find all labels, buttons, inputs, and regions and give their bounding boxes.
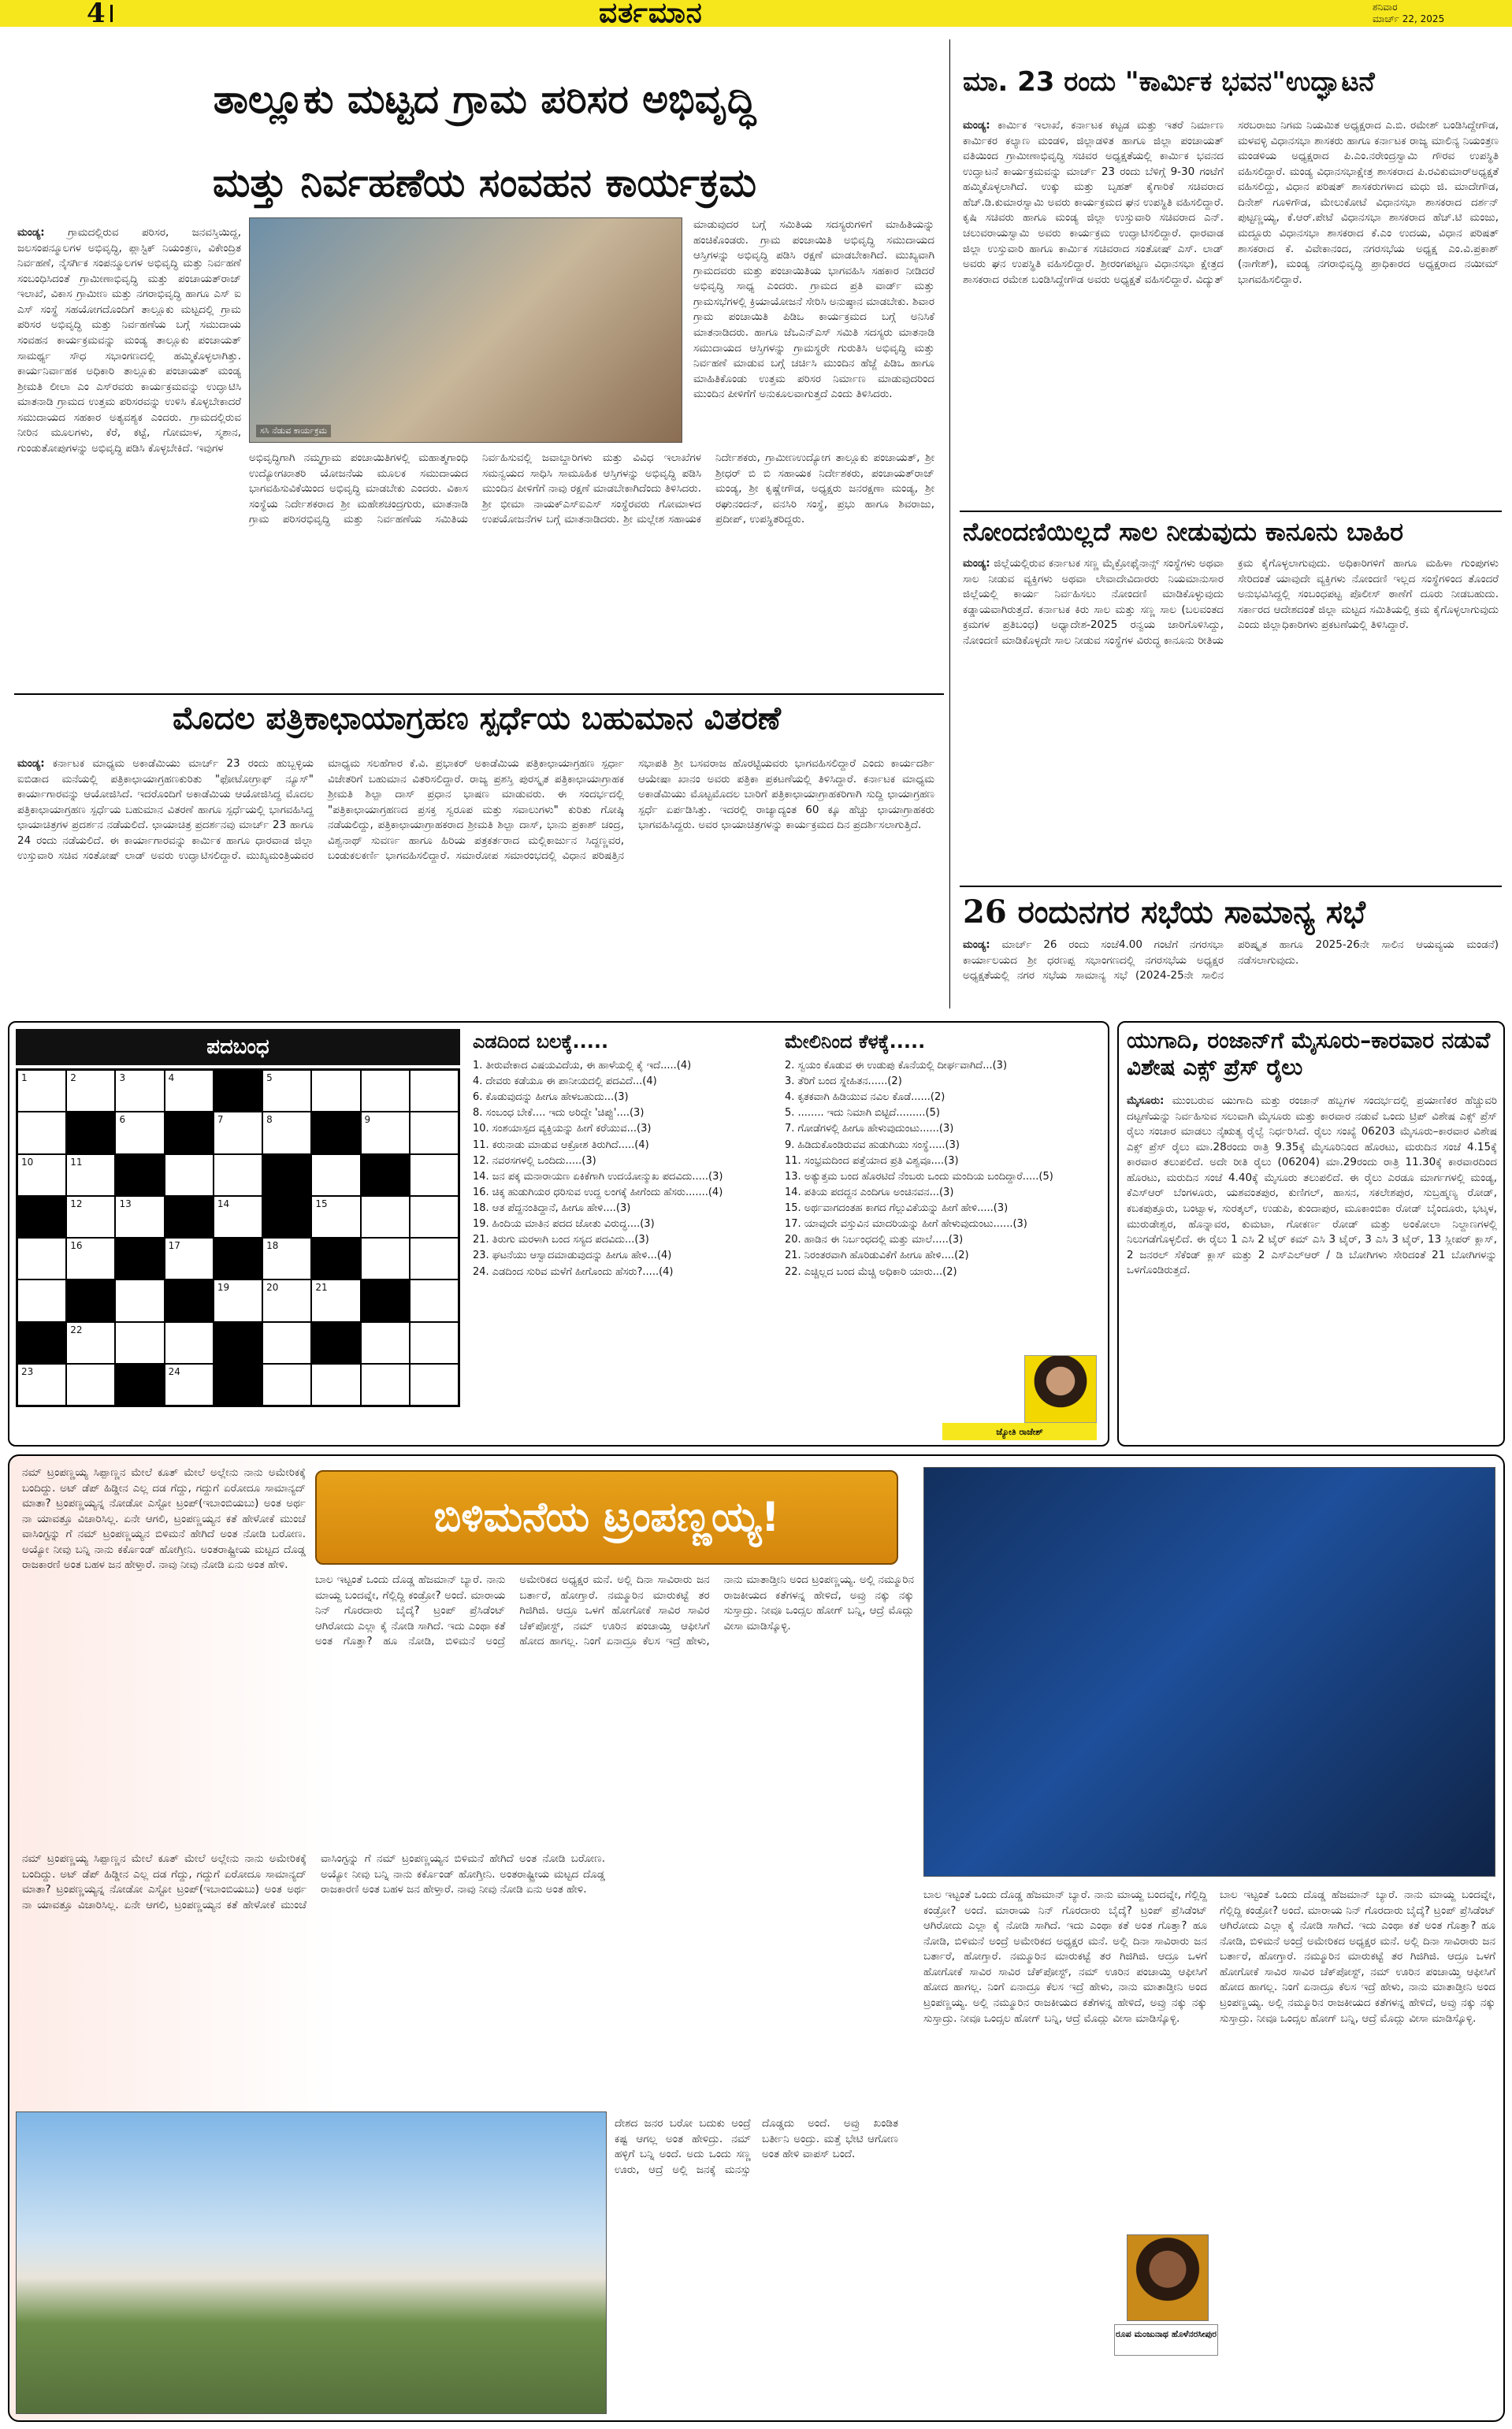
contest-headline: ಮೊದಲ ಪತ್ರಿಕಾಛಾಯಾಗ್ರಹಣ ಸ್ಪರ್ಧೆಯ ಬಹುಮಾನ ವಿತರಣೆ xyxy=(172,700,782,737)
crossword-cell xyxy=(66,1112,115,1153)
crossword-cell xyxy=(66,1322,115,1364)
crossword-clue: 8. ಸಂಬಂಧ ಬೇಕೆ.... ಇದು ಅರಿದ್ದೇ 'ಚಿಪ್ಪು'....(3) xyxy=(473,1107,645,1120)
crossword-clue: 22. ಎಚ್ಚಿಲ್ಲದ ಬಂದ ಮೆಚ್ಚಿ ಅಧಿಕಾರಿ ಯಾರು...(2) xyxy=(785,1265,957,1278)
karmika-dateline: ಮಂಡ್ಯ: xyxy=(963,119,990,132)
loan-text: ಜಿಲ್ಲೆಯಲ್ಲಿರುವ ಕರ್ನಾಟಕ ಸಣ್ಣ ಮೈಕ್ರೋಫೈನಾನ್ಸ್ ಸಂಸ್ಥೆಗಳು ಅಥವಾ ಸಾಲ ನೀಡುವ ವ್ಯಕ್ತಿಗಳು ಅಥವಾ ಲೇವಾದೇವಿದಾರರು ನಿಯಮಾನುಸಾರ ಜಿಲ್ಲೆಯಲ್ಲಿ ಕಾರ್ಯ ನಿರ್ವಹಿಸಲು ನೋಂದಣಿ ಮಾಡಿಕೊಳ್ಳುವುದು ಕಡ್ಡಾಯವಾಗಿರುತ್ತದೆ. ಕರ್ನಾಟಕ ಕಿರು ಸಾಲ ಮತ್ತು ಸಣ್ಣ ಸಾಲ (ಬಲವಂತದ ಕ್ರಮಗಳ ಪ್ರತಿಬಂಧ) ಅಧ್ಯಾದೇಶ-2025 ರನ್ವಯ ಜಾರಿಗೊಳಿಸಿದ್ದು, ನೋಂದಣಿ ಮಾಡಿಕೊಳ್ಳದೇ ಸಾಲ ನೀಡುವ ಸಂಸ್ಥೆಗಳ ವಿರುದ್ಧ ಕಾನೂನು ರೀತಿಯ ಕ್ರಮ ಕೈಗೊಳ್ಳಲಾಗುವುದು. ಅಧಿಕಾರಿಗಳಿಗೆ ಹಾಗೂ ಮಹಿಳಾ ಗುಂಪುಗಳು ಸೇರಿದಂತೆ ಯಾವುದೇ ವ್ಯಕ್ತಿಗಳು ನೋಂದಣಿ ಇಲ್ಲದ ಸಂಸ್ಥೆಗಳಿಂದ ತೊಂದರೆ ಅನುಭವಿಸಿದ್ದಲ್ಲಿ ಸಂಬಂಧಪಟ್ಟ ಪೊಲೀಸ್ ಠಾಣೆಗೆ ದೂರು ನೀಡಬಹುದು. ಸರ್ಕಾರದ ಆದೇಶದಂತೆ ಜಿಲ್ಲಾ ಮಟ್ಟದ ಸಮಿತಿಯಲ್ಲಿ ಕ್ರಮ ಕೈಗೊಳ್ಳಲಾಗುವುದು ಎಂದು ಜಿಲ್ಲಾಧಿಕಾರಿಗಳು ಪ್ರಕಟಣೆಯಲ್ಲಿ ತಿಳಿಸಿದ್ದಾರೆ. xyxy=(963,557,1499,647)
crossword-cell xyxy=(66,1238,115,1279)
crossword-cell xyxy=(115,1322,164,1364)
crossword-cell xyxy=(66,1196,115,1238)
crossword-cell-number: 23 xyxy=(21,1365,34,1377)
crossword-author: ಜ್ಯೋತಿ ರಾಜೇಶ್ xyxy=(996,1427,1043,1437)
crossword-cell xyxy=(361,1322,410,1364)
crossword-cell-number: 2 xyxy=(70,1072,76,1083)
crossword-cell-number: 21 xyxy=(315,1282,328,1294)
sabhe-text: ಮಾರ್ಚ್ 26 ರಂದು ಸಂಜೆ4.00 ಗಂಟೆಗೆ ನಗರಸಭಾ ಕಾರ್ಯಾಲಯದ ಶ್ರೀ ಧರಣಪ್ಪ ಸಭಾಂಗಣದಲ್ಲಿ ನಗರಸಭೆಯ ಅಧ್ಯಕ್ಷರ ಅಧ್ಯಕ್ಷತೆಯಲ್ಲಿ ನಗರ ಸಭೆಯ ಸಾಮಾನ್ಯ ಸಭೆ (2024-25ನೇ ಸಾಲಿನ ಪರಿಷ್ಕೃತ ಹಾಗೂ 2025-26ನೇ ಸಾಲಿನ ಆಯವ್ಯಯ ಮಂಡನೆ) ನಡೆಸಲಾಗುವುದು. xyxy=(963,938,1499,982)
crossword-cell xyxy=(410,1070,459,1112)
crossword-cell xyxy=(361,1279,410,1321)
crossword-cell xyxy=(361,1112,410,1153)
sabhe-dateline: ಮಂಡ್ಯ: xyxy=(963,938,990,951)
column-author: ರೂಪ ಮಂಜುನಾಥ ಹೊಳೆನರಸೀಪುರ xyxy=(1115,2329,1217,2339)
crossword-cell xyxy=(17,1112,66,1153)
crossword-cell xyxy=(410,1238,459,1279)
train-body xyxy=(1127,1094,1497,1440)
crossword-cell xyxy=(410,1154,459,1196)
across-clues xyxy=(473,1058,772,1280)
loan-dateline: ಮಂಡ್ಯ: xyxy=(963,557,990,570)
crossword-cell xyxy=(311,1070,360,1112)
karmika-body xyxy=(963,118,1499,509)
crossword-cell xyxy=(262,1322,311,1364)
rule xyxy=(14,693,944,695)
crossword-cell-number: 17 xyxy=(168,1240,180,1251)
masthead-mark xyxy=(110,5,113,22)
crossword-author-tag xyxy=(942,1423,1097,1440)
crossword-cell xyxy=(165,1322,214,1364)
crossword-clue: 5. ........ ಇದು ನಿಮಾಗಿ ಬಿಟ್ಟಿದೆ.........(5) xyxy=(785,1107,940,1120)
crossword-cell xyxy=(17,1154,66,1196)
crossword-cell xyxy=(214,1154,262,1196)
crossword-cell-number: 5 xyxy=(266,1072,273,1083)
crossword-clue: 20. ಹಾಡಿನ ಈ ನಿರ್ಬಂಧದಲ್ಲಿ ಮತ್ತು ಮಾಲೆ.....(3) xyxy=(785,1234,964,1246)
crossword-cell xyxy=(361,1364,410,1406)
crossword-cell xyxy=(361,1070,410,1112)
crossword-clue: 11. ಕರುನಾಡು ಮಾಡುವ ಆಕ್ರೋಶ ತಿರುಗಿದೆ.....(4) xyxy=(473,1138,649,1151)
crossword-cell xyxy=(214,1364,262,1406)
crossword-clue: 6. ಕೊಡುವುದನ್ನು ಹೀಗೂ ಹೇಳಬಹುದು...(3) xyxy=(473,1091,629,1104)
crossword-cell xyxy=(311,1279,360,1321)
karmika-headline: ಮಾ. 23 ರಂದು "ಕಾರ್ಮಿಕ ಭವನ"ಉದ್ಘಾಟನೆ xyxy=(963,66,1375,98)
contest-body xyxy=(17,756,934,1007)
crossword-cell xyxy=(66,1279,115,1321)
crossword-grid xyxy=(16,1068,460,1407)
lead-headline-2: ಮತ್ತು ನಿರ್ವಹಣೆಯ ಸಂವಹನ ಕಾರ್ಯಕ್ರಮ xyxy=(212,160,757,206)
crossword-cell xyxy=(165,1238,214,1279)
newspaper-title: ವರ್ತಮಾನ xyxy=(599,0,703,29)
crossword-cell-number: 10 xyxy=(21,1156,34,1168)
crossword-cell xyxy=(410,1322,459,1364)
crossword-cell xyxy=(165,1279,214,1321)
masthead-date: ಮಾರ್ಚ್ 22, 2025 xyxy=(1373,13,1445,24)
crossword-cell xyxy=(262,1196,311,1238)
crossword-cell xyxy=(115,1070,164,1112)
crossword-cell xyxy=(262,1070,311,1112)
crossword-cell xyxy=(17,1238,66,1279)
crossword-cell xyxy=(115,1238,164,1279)
crossword-cell xyxy=(311,1154,360,1196)
crossword-clue: 14. ಪತಿಯ ಪದದ್ದನ ಎಂದಿಗೂ ಅಂಚಿನವನ...(3) xyxy=(785,1186,954,1198)
crossword-cell xyxy=(66,1364,115,1406)
crossword-title: ಪದಬಂಧ xyxy=(206,1035,269,1059)
crossword-cell xyxy=(165,1154,214,1196)
crossword-cell-number: 19 xyxy=(217,1282,230,1294)
crossword-cell xyxy=(311,1364,360,1406)
crossword-clue: 21. ನಿರಂತರವಾಗಿ ಹೊರಿಡುವಿಕೆಗೆ ಹೀಗೂ ಹೇಳಿ....(2) xyxy=(785,1250,969,1262)
column-left-lower: ನಮ್ ಟ್ರಂಪಣ್ಣಯ್ಯ ಸಿಪ್ಪಾಣ್ಣನ ಮೇಲೆ ಕೂತ್ ಮೇಲೆ ಅಲ್ಲೇನು ನಾನು ಅಮೇರಿಕಕ್ಕೆ ಬಂದಿದ್ದು. ಅಟ್ ಡೆಪ್ ಹಿಡ್ಡೀನ ಎಲ್ಲ ದಡ ಗೆದ್ದು, ಗದ್ದುಗೆ ಏರೋದೂ ಸಾಮಾನ್ಯದ್ ಮಾತಾ? ಟ್ರಂಪಣ್ಣಯ್ಯನ್ನ ನೋಡೋ ಎಸ್ಟೋ ಟ್ರಂಪ್(ಇಬಾಂಬಿಯಬು) ಅಂತ ಅರ್ಥ ನಾ ಯಾವತ್ತೂ ವಿಚಾರಿಸಿಲ್ಲ. ಏನೇ ಆಗಲಿ, ಟ್ರಂಪಣ್ಣಯ್ಯನ ಕತೆ ಹೇಳೋಕೆ ಮುಂಚೆ ವಾಸಿಂಗ್ಟನ್ನು ಗೆ ನಮ್ ಟ್ರಂಪಣ್ಣಯ್ಯನ ಬಿಳಿಮನೆ ಹೇಗಿದೆ ಅಂತ ನೋಡಿ ಬರೋಣ. ಅಯ್ಯೋ ನೀವು ಬನ್ನಿ ನಾನು ಕರ್ಕೊಂಡ್ ಹೋಗ್ತೀನಿ. ಅಂತರಾಷ್ಟ್ರೀಯ ಮಟ್ಟದ ದೊಡ್ಡ ರಾಜಕಾರಣಿ ಅಂತ ಬಹಳ ಜನ ಹೇಳ್ತಾರೆ. ನಾವು ನೀವು ನೋಡಿ ಏನು ಅಂತ ಹೇಳಿ. xyxy=(22,1852,605,1911)
crossword-cell xyxy=(410,1196,459,1238)
crossword-across xyxy=(473,1031,772,1280)
lead-body-middle: ಅಭಿವೃದ್ಧಿಗಾಗಿ ನಮ್ಮಗ್ರಾಮ ಪಂಚಾಯಿತಿಗಳಲ್ಲಿ ಮಹಾತ್ಮಗಾಂಧಿ ಉದ್ಯೋಗಖಾತರಿ ಯೋಜನೆಯ ಮೂಲಕ ಸಮುದಾಯದ ಭಾಗವಹಿಸುವಿಕೆಯಿಂದ ಅಭಿವೃದ್ಧಿ ಮಾಡಬೇಕು ಎಂದರು. ವಿಕಾಸ ಸಂಸ್ಥೆಯ ನಿರ್ದೇಶಕರಾದ ಶ್ರೀ ಮಹೇಶಚಂದ್ರಗುರು, ಮಾತನಾಡಿ ಗ್ರಾಮ ಪರಿಸರಭಿವೃದ್ಧಿ ಮತ್ತು ನಿರ್ವಹಣೆಯ ಸಮಿತಿಯ ನಿರ್ವಹಿಸುವಲ್ಲಿ ಜವಾಬ್ದಾರಿಗಳು ಮತ್ತು ವಿವಿಧ ಇಲಾಖೆಗಳ ಸಮನ್ವಯದ ಸಾಧಿಸಿ ಸಾಮೂಹಿಕ ಆಸ್ತಿಗಳನ್ನು ಅಭಿವೃದ್ಧಿ ಪಡಿಸಿ ಮುಂದಿನ ಪೀಳಿಗೆಗೆ ನಾವು ರಕ್ಷಣೆ ಮಾಡಬೇಕಾಗಿದೆಂದು ತಿಳಿಸಿದರು. ಶ್ರೀ ಭೀಮಾ ನಾಯಕ್‌ಎಸ್‌ಐಎಸ್ ಸಂಸ್ಥೆರವರು ಗೋಮಾಳದ ಉಪಯೋಜನೆಗಳ ಬಗ್ಗೆ ಮಾತನಾಡಿದರು. ಶ್ರೀ ಮಲ್ಲೇಶ ಸಹಾಯಕ ನಿರ್ದೇಶಕರು, ಗ್ರಾಮೀಣಉದ್ಯೋಗ ತಾಲ್ಲೂಕು ಪಂಚಾಯತ್, ಶ್ರೀ ಶ್ರೀಧರ್ ಬಿ ಬಿ ಸಹಾಯಕ ನಿರ್ದೇಶಕರು, ಪಂಚಾಯತ್‌ರಾಜ್ ಮಂಡ್ಯ, ಶ್ರೀ ಕೃಷ್ಣೇಗೌಡ, ಅಧ್ಯಕ್ಷರು ಜನರಕ್ಷಣಾ ಮಂಡ್ಯ, ಶ್ರೀ ರಘುನಂದನ್, ವನಸಿರಿ ಸಂಸ್ಥೆ, ಪ್ರಭು ಹಾಗೂ ಶಿವರಾಜು, ಪ್ರದೀಪ್, ಉಪಸ್ಥಿತರಿದ್ದರು. xyxy=(249,451,934,526)
loan-headline: ನೋಂದಣಿಯಿಲ್ಲದೆ ಸಾಲ ನೀಡುವುದು ಕಾನೂನು ಬಾಹಿರ xyxy=(963,517,1404,547)
crossword-clue: 12. ನವರಸಗಳಲ್ಲಿ ಒಂದಿದು.....(3) xyxy=(473,1154,596,1167)
rule xyxy=(960,511,1502,512)
crossword-clue: 4. ಕೃತಕವಾಗಿ ಹಿಡಿಯುವ ನವಿಲ ಕೊಡೆ......(2) xyxy=(785,1091,945,1104)
page-number: 4 xyxy=(87,0,106,29)
column-author-photo xyxy=(1127,2234,1209,2321)
crossword-clue: 16. ಚಿಕ್ಕ ಹುಡುಗಿಯರ ಧರಿಸುವ ಉದ್ದ ಲಂಗಕ್ಕೆ ಹೀಗೆಂದು ಹೆಸರು.......(4) xyxy=(473,1186,723,1198)
crossword-cell-number: 18 xyxy=(266,1240,279,1251)
crossword-clue: 19. ಹಿಂದಿಯ ಮಾತಿನ ಪದದ ಜೋತು ವಿರುದ್ಧ....(3) xyxy=(473,1218,655,1231)
lead-headline-1: ತಾಲ್ಲೂಕು ಮಟ್ಟದ ಗ್ರಾಮ ಪರಿಸರ ಅಭಿವೃದ್ಧಿ xyxy=(213,76,756,122)
crossword-clue: 21. ತಿರುಗು ಮರಳಾಗಿ ಬಂದ ಸಸ್ಯದ ಪದವಿದು...(3) xyxy=(473,1234,649,1246)
sabhe-body xyxy=(963,938,1499,1008)
crossword-down xyxy=(785,1031,1100,1280)
crossword-cell xyxy=(17,1196,66,1238)
crossword-title-bar xyxy=(16,1029,460,1065)
crossword-cell xyxy=(66,1070,115,1112)
crossword-cell xyxy=(115,1112,164,1153)
crossword-cell xyxy=(262,1112,311,1153)
crossword-cell xyxy=(17,1322,66,1364)
crossword-clue: 23. ಘಟನೆಯು ಆಸ್ವಾದಮಾಡುವುದನ್ನು ಹೀಗೂ ಹೇಳಿ...(4) xyxy=(473,1250,672,1262)
crossword-cell-number: 1 xyxy=(21,1072,28,1083)
crossword-cell xyxy=(214,1322,262,1364)
column-main: ಬಾಲ ಇಟ್ಟಂತೆ ಒಂದು ದೊಡ್ಡ ಹೆಜಮಾನ್ ಬ್ಯಾರೆ. ನಾನು ಮಾಯ್ದ ಬಂದವ್ನೇ, ಗೆಲ್ಲಿದ್ದಿ ಕಂಡ್ರೋ? ಅಂದೆ. ಮಾರಾಯ ನಿನ್ ಗೊರದಾರು ಬೈದ್ಕೆ? ಟ್ರಂಪ್ ಪ್ರೆಸಿಡೆಂಟ್ ಆಗಿರೋದು ಎಲ್ಲಾ ಕೈ ನೋಡಿ ಸಾಗಿದೆ. ಇದು ಎಂಥಾ ಕತೆ ಅಂತ ಗೊತ್ತಾ? ಹೂ ನೋಡಿ, ಬಿಳಿಮನೆ ಅಂದ್ರೆ ಅಮೇರಿಕದ ಅಧ್ಯಕ್ಷರ ಮನೆ. ಅಲ್ಲಿ ದಿನಾ ಸಾವಿರಾರು ಜನ ಬರ್ತಾರೆ, ಹೋಗ್ತಾರೆ. ನಮ್ಮೂರಿನ ಮಾರುಕಟ್ಟೆ ತರ ಗಿಜಿಗಿಜಿ. ಆದ್ರೂ ಒಳಗೆ ಹೋಗೋಕೆ ಸಾವಿರ ಸಾವಿರ ಚೆಕ್‌ಪೋಸ್ಟ್, ನಮ್ ಊರಿನ ಪಂಚಾಯ್ತಿ ಆಫೀಸಿಗೆ ಹೋದ ಹಾಗಲ್ಲ. ನಿಂಗೆ ಏನಾದ್ರೂ ಕೆಲಸ ಇದ್ರೆ ಹೇಳು, ನಾನು ಮಾತಾಡ್ತೀನಿ ಅಂದ ಟ್ರಂಪಣ್ಣಯ್ಯ. ಅಲ್ಲಿ ನಮ್ಮೂರಿನ ರಾಜಕೀಯದ ಕತೆಗಳನ್ನ ಹೇಳಿದೆ, ಅವ್ರು ನಕ್ಕು ನಕ್ಕು ಸುಸ್ತಾದ್ರು. ನೀವೂ ಒಂದ್ಸಲ ಹೋಗ್ ಬನ್ನಿ, ಆದ್ರೆ ಮೊದ್ಲು ವೀಸಾ ಮಾಡಿಸ್ಕೊಳ್ಳಿ. xyxy=(315,1573,914,1648)
karmika-text: ಕಾರ್ಮಿಕ ಇಲಾಖೆ, ಕರ್ನಾಟಕ ಕಟ್ಟಡ ಮತ್ತು ಇತರೆ ನಿರ್ಮಾಣ ಕಾರ್ಮಿಕರ ಕಲ್ಯಾಣ ಮಂಡಳಿ, ಜಿಲ್ಲಾಡಳಿತ ಹಾಗೂ ಜಿಲ್ಲಾ ಪಂಚಾಯತ್ ವತಿಯಿಂದ ಗ್ರಾಮೀಣಾಭಿವೃದ್ಧಿ ಸಚಿವರ ಅಧ್ಯಕ್ಷತೆಯಲ್ಲಿ ಕಾರ್ಮಿಕ ಭವನದ ಉದ್ಘಾಟನೆ ಕಾರ್ಯಕ್ರಮವನ್ನು ಮಾರ್ಚ್ 23 ರಂದು ಬೆಳಿಗ್ಗೆ 9-30 ಗಂಟೆಗೆ ಹಮ್ಮಿಕೊಳ್ಳಲಾಗಿದೆ. ಉಕ್ಕು ಮತ್ತು ಬೃಹತ್ ಕೈಗಾರಿಕೆ ಸಚಿವರಾದ ಹೆಚ್.ಡಿ.ಕುಮಾರಸ್ವಾಮಿ ಅವರು ಕಾರ್ಯಕ್ರಮದ ಘನ ಉಪಸ್ಥಿತಿ ವಹಿಸಲಿದ್ದಾರೆ. ಕೃಷಿ ಸಚಿವರು ಹಾಗೂ ಮಂಡ್ಯ ಜಿಲ್ಲಾ ಉಸ್ತುವಾರಿ ಸಚಿವರಾದ ಎನ್. ಚಲುವರಾಯಸ್ವಾಮಿ ಅವರು ಕಾರ್ಯಕ್ರಮ ಉದ್ಘಾಟಿಸಲಿದ್ದಾರೆ. ಧಾರವಾಡ ಜಿಲ್ಲಾ ಉಸ್ತುವಾರಿ ಹಾಗೂ ಕಾರ್ಮಿಕ ಸಚಿವರಾದ ಸಂತೋಷ್ ಎಸ್. ಲಾಡ್ ಅವರು ಘನ ಉಪಸ್ಥಿತಿ ವಹಿಸಲಿದ್ದಾರೆ. ಶ್ರೀರಂಗಪಟ್ಟಣ ವಿಧಾನಸಭಾ ಕ್ಷೇತ್ರದ ಶಾಸಕರಾದ ರಮೇಶ ಬಂಡಿಸಿದ್ದೇಗೌಡ ಅವರು ಅಧ್ಯಕ್ಷತೆ ವಹಿಸಲಿದ್ದಾರೆ. ವಿದ್ಯುತ್ ಸರಬರಾಜು ನಿಗಮ ನಿಯಮಿತ ಅಧ್ಯಕ್ಷರಾದ ಎ.ಬಿ. ರಮೇಶ್ ಬಂಡಿಸಿದ್ದೇಗೌಡ, ಮಳವಳ್ಳಿ ವಿಧಾನಸಭಾ ಶಾಸಕರು ಹಾಗೂ ಕರ್ನಾಟಕ ರಾಜ್ಯ ಮಾಲಿನ್ಯ ನಿಯಂತ್ರಣ ಮಂಡಳಿಯ ಅಧ್ಯಕ್ಷರಾದ ಪಿ.ಎಂ.ನರೇಂದ್ರಸ್ವಾಮಿ ಗೌರವ ಉಪಸ್ಥಿತಿ ವಹಿಸಲಿದ್ದಾರೆ. ಮಂಡ್ಯ ವಿಧಾನಸಭಾಕ್ಷೇತ್ರ ಶಾಸಕರಾದ ಪಿ.ರವಿಕುಮಾರ್‌ಅಧ್ಯಕ್ಷತೆ ವಹಿಸಲಿದ್ದು, ವಿಧಾನ ಪರಿಷತ್ ಶಾಸಕರುಗಳಾದ ಮಧು ಜಿ. ಮಾದೇಗೌಡ, ದಿನೇಶ್ ಗೂಳಿಗೌಡ, ಮೇಲುಕೋಟೆ ವಿಧಾನಸಭಾ ಶಾಸಕರಾದ ದರ್ಶನ್ ಪುಟ್ಟಣ್ಣಯ್ಯ, ಕೆ.ಆರ್.ಪೇಟೆ ವಿಧಾನಸಭಾ ಶಾಸಕರಾದ ಹೆಚ್.ಟಿ ಮಂಜು, ಮದ್ದೂರು ವಿಧಾನಸಭಾ ಶಾಸಕರಾದ ಕೆ.ಎಂ ಉದಯ, ವಿಧಾನ ಪರಿಷತ್ ಶಾಸಕರಾದ ಕೆ. ವಿವೇಕಾನಂದ, ನಗರಸಭೆಯ ಅಧ್ಯಕ್ಷ ಎಂ.ವಿ.ಪ್ರಕಾಶ್ (ನಾಗೇಶ್), ಮಂಡ್ಯ ನಗರಾಭಿವೃದ್ಧಿ ಪ್ರಾಧಿಕಾರದ ಅಧ್ಯಕ್ಷರಾದ ನಯೀಮ್ ಭಾಗವಹಿಸಲಿದ್ದಾರೆ. xyxy=(963,119,1499,286)
crossword-cell xyxy=(361,1196,410,1238)
contest-text: ಕರ್ನಾಟಕ ಮಾಧ್ಯಮ ಅಕಾಡೆಮಿಯು ಮಾರ್ಚ್ 23 ರಂದು ಹುಬ್ಬಳ್ಳಿಯ ಐಬಿಡಾದ ಮನೆಯಲ್ಲಿ ಪತ್ರಿಕಾಛಾಯಾಗ್ರಹಣಕುರಿತು "ಫೋಟೋಗ್ರಾಫ್ ನ್ಯೂಸ್" ಕಾರ್ಯಾಗಾರವನ್ನು ಆಯೋಜಿಸಿದೆ. ಇದರೊಂದಿಗೆ ಅಕಾಡೆಮಿಯ ಆಯೋಜಿಸಿದ್ದ ಮೊದಲ ಪತ್ರಿಕಾಛಾಯಾಗ್ರಹಣ ಸ್ಪರ್ಧೆಯ ಬಹುಮಾನ ವಿತರಣೆ ಹಾಗೂ ಸ್ಪರ್ಧೆಯಲ್ಲಿ ಭಾಗವಹಿಸಿದ್ದ ಛಾಯಾಚಿತ್ರಗಳ ಪ್ರದರ್ಶನ ನಡೆಯಲಿದೆ. ಛಾಯಾಚಿತ್ರ ಪ್ರದರ್ಶನವು ಮಾರ್ಚ್ 23 ಹಾಗೂ 24 ರಂದು ನಡೆಯಲಿದೆ. ಈ ಕಾರ್ಯಾಗಾರವನ್ನು ಕಾರ್ಮಿಕ ಹಾಗೂ ಧಾರವಾಡ ಜಿಲ್ಲಾ ಉಸ್ತುವಾರಿ ಸಚಿವ ಸಂತೋಷ್ ಲಾಡ್ ಅವರು ಉದ್ಘಾಟಿಸಲಿದ್ದಾರೆ. ಮುಖ್ಯಮಂತ್ರಿಯವರ ಮಾಧ್ಯಮ ಸಲಹೆಗಾರ ಕೆ.ವಿ. ಪ್ರಭಾಕರ್ ಅಕಾಡೆಮಿಯ ಪತ್ರಿಕಾಛಾಯಾಗ್ರಹಣ ಸ್ಪರ್ಧಾ ವಿಜೇತರಿಗೆ ಬಹುಮಾನ ವಿತರಿಸಲಿದ್ದಾರೆ. ರಾಜ್ಯ ಪ್ರಶಸ್ತಿ ಪುರಸ್ಕೃತ ಪತ್ರಿಕಾಛಾಯಾಗ್ರಾಹಕ ಶ್ರೀಮತಿ ಶಿಲ್ಪಾ ದಾಸ್ ಪ್ರಧಾನ ಭಾಷಣ ಮಾಡುವರು. ಈ ಸಂದರ್ಭದಲ್ಲಿ "ಪತ್ರಿಕಾಛಾಯಾಗ್ರಹಣದ ಪ್ರಸಕ್ತ ಸ್ವರೂಪ ಮತ್ತು ಸವಾಲುಗಳು" ಕುರಿತು ಗೋಷ್ಠಿ ನಡೆಯಲಿದ್ದು, ಪತ್ರಿಕಾಛಾಯಾಗ್ರಾಹಕರಾದ ಶ್ರೀಮತಿ ಶಿಲ್ಪಾ ದಾಸ್, ಭಾನು ಪ್ರಕಾಶ್ ಚಂದ್ರ, ವಿಶ್ವನಾಥ್ ಸುವರ್ಣ ಹಾಗೂ ಹಿರಿಯ ಪತ್ರಕರ್ತರಾದ ಮಲ್ಲಿಕಾರ್ಜುನ ಸಿದ್ದಣ್ಣವರ, ಬಂಡುಕಲಕರ್ಣಿ ಭಾಗವಹಿಸಲಿದ್ದಾರೆ. ಸಮಾರೋಪ ಸಮಾರಂಭದಲ್ಲಿ ವಿಧಾನ ಪರಿಷತ್ತಿನ ಸಭಾಪತಿ ಶ್ರೀ ಬಸವರಾಜ ಹೊರಟ್ಟಿಯವರು ಭಾಗವಹಿಸಲಿದ್ದಾರೆ ಎಂದು ಕಾರ್ಯದರ್ಶಿ ಆಯೇಷಾ ಖಾನಂ ಅವರು ಪತ್ರಿಕಾ ಪ್ರಕಟಣೆಯಲ್ಲಿ ತಿಳಿಸಿದ್ದಾರೆ. ಕರ್ನಾಟಕ ಮಾಧ್ಯಮ ಅಕಾಡೆಮಿಯು ಮೊಟ್ಟಮೊದಲ ಬಾರಿಗೆ ಪತ್ರಿಕಾಛಾಯಾಗ್ರಾಹಕರಿಗಾಗಿ ಸುದ್ದಿ ಛಾಯಾಗ್ರಹಣ ಸ್ಪರ್ಧೆ ಏರ್ಪಡಿಸಿತ್ತು. ಇದರಲ್ಲಿ ರಾಜ್ಯಾದ್ಯಂತ 60 ಕ್ಕೂ ಹೆಚ್ಚು ಛಾಯಾಗ್ರಾಹಕರು ಭಾಗವಹಿಸಿದ್ದರು. ಅವರ ಛಾಯಾಚಿತ್ರಗಳನ್ನು ಕಾರ್ಯಕ್ರಮದ ದಿನ ಪ್ರದರ್ಶಿಸಲಾಗುತ್ತಿದೆ. xyxy=(17,757,934,863)
crossword-clue: 11. ಸಂಭ್ರಮದಿಂದ ಪತ್ತೆಯಾದ ಪ್ರತಿ ವಿಶ್ವವೂ....(3) xyxy=(785,1154,959,1167)
crossword-cell xyxy=(311,1196,360,1238)
crossword-cell xyxy=(165,1364,214,1406)
crossword-cell xyxy=(115,1196,164,1238)
crossword-clue: 18. ಆತ ಪೆದ್ದನಂತಿದ್ದಾನೆ, ಹೀಗೂ ಹೇಳಿ....(3) xyxy=(473,1202,631,1215)
lead-dateline: ಮಂಡ್ಯ: xyxy=(17,226,45,239)
column-author-tag xyxy=(1114,2324,1218,2356)
across-heading: ಎಡದಿಂದ ಬಲಕ್ಕೆ..... xyxy=(473,1031,609,1053)
crossword-cell xyxy=(165,1070,214,1112)
column-intro: ನಮ್ ಟ್ರಂಪಣ್ಣಯ್ಯ ಸಿಪ್ಪಾಣ್ಣನ ಮೇಲೆ ಕೂತ್ ಮೇಲೆ ಅಲ್ಲೇನು ನಾನು ಅಮೇರಿಕಕ್ಕೆ ಬಂದಿದ್ದು. ಅಟ್ ಡೆಪ್ ಹಿಡ್ಡೀನ ಎಲ್ಲ ದಡ ಗೆದ್ದು, ಗದ್ದುಗೆ ಏರೋದೂ ಸಾಮಾನ್ಯದ್ ಮಾತಾ? ಟ್ರಂಪಣ್ಣಯ್ಯನ್ನ ನೋಡೋ ಎಸ್ಟೋ ಟ್ರಂಪ್(ಇಬಾಂಬಿಯಬು) ಅಂತ ಅರ್ಥ ನಾ ಯಾವತ್ತೂ ವಿಚಾರಿಸಿಲ್ಲ. ಏನೇ ಆಗಲಿ, ಟ್ರಂಪಣ್ಣಯ್ಯನ ಕತೆ ಹೇಳೋಕೆ ಮುಂಚೆ ವಾಸಿಂಗ್ಟನ್ನು ಗೆ ನಮ್ ಟ್ರಂಪಣ್ಣಯ್ಯನ ಬಿಳಿಮನೆ ಹೇಗಿದೆ ಅಂತ ನೋಡಿ ಬರೋಣ. ಅಯ್ಯೋ ನೀವು ಬನ್ನಿ ನಾನು ಕರ್ಕೊಂಡ್ ಹೋಗ್ತೀನಿ. ಅಂತರಾಷ್ಟ್ರೀಯ ಮಟ್ಟದ ದೊಡ್ಡ ರಾಜಕಾರಣಿ ಅಂತ ಬಹಳ ಜನ ಹೇಳ್ತಾರೆ. ನಾವು ನೀವು ನೋಡಿ ಏನು ಅಂತ ಹೇಳಿ. xyxy=(22,1466,306,1572)
crossword-cell xyxy=(165,1112,214,1153)
crossword-cell xyxy=(214,1279,262,1321)
crossword-cell xyxy=(410,1364,459,1406)
crossword-cell-number: 12 xyxy=(70,1198,83,1209)
crossword-cell xyxy=(115,1154,164,1196)
column-right-a: ದೇಶದ ಜನರ ಬರೋ ಬದುಕು ಅಂದ್ರೆ ಕಷ್ಟ ಆಗಲ್ಲ ಅಂತ ಹೇಳಿದ್ರು. ನಮ್ ಹಳ್ಳಿಗೆ ಬನ್ನಿ ಅಂದೆ. ಅದು ಒಂದು ಸಣ್ಣ ಊರು, ಆದ್ರೆ ಅಲ್ಲಿ ಜನಕ್ಕೆ ಮನಸ್ಸು ದೊಡ್ಡದು ಅಂದೆ. ಅವ್ರು ಖಂಡಿತ ಬರ್ತೀನಿ ಅಂದ್ರು. ಮತ್ತೆ ಭೇಟಿ ಆಗೋಣ ಅಂತ ಹೇಳಿ ವಾಪಸ್ ಬಂದೆ. xyxy=(615,2117,898,2176)
column-title: ಬಿಳಿಮನೆಯ ಟ್ರಂಪಣ್ಣಯ್ಯ! xyxy=(433,1494,780,1541)
contest-dateline: ಮಂಡ್ಯ: xyxy=(17,757,45,770)
crossword-cell-number: 14 xyxy=(217,1198,230,1209)
train-headline: ಯುಗಾದಿ, ರಂಜಾನ್‌ಗೆ ಮೈಸೂರು–ಕಾರವಾರ ನಡುವೆ ವಿಶೇಷ ಎಕ್ಸ್ ಪ್ರೆಸ್ ರೈಲು xyxy=(1127,1027,1491,1080)
down-heading: ಮೇಲಿನಿಂದ ಕೆಳಕ್ಕೆ..... xyxy=(785,1031,926,1053)
crossword-clue: 14. ಜನ ಪಕ್ಕ ಮನಾರಾಯಣ ಏಕಿಕೆಗಾಗಿ ಉದಯೋನ್ಮುಖ ಪದವಿದು.....(3) xyxy=(473,1170,723,1183)
crossword-cell xyxy=(165,1196,214,1238)
crossword-cell-number: 6 xyxy=(119,1114,126,1126)
crossword-cell xyxy=(262,1154,311,1196)
lead-body-left xyxy=(17,225,241,690)
crossword-clue: 4. ದೇವರು ಕಡೆಯೂ ಈ ಪಾನೀಯದಲ್ಲಿ ಪದವಿದೆ...(4) xyxy=(473,1075,657,1087)
crossword-clue: 13. ಅತ್ಯುತ್ತಮ ಬಂದ ಹೊರಟಿದೆ ನೆಂಬರು ಒಂದು ಮಂದಿಯ ಬಂದಿದ್ದಾರೆ.....(5) xyxy=(785,1170,1053,1183)
crossword-clue: 9. ಹಿಡಿದುಕೊಂಡಿರುವವ ಹುಡುಗಿಯು ಸಂಸ್ಥೆ.....(3) xyxy=(785,1138,960,1151)
crossword-cell xyxy=(115,1364,164,1406)
down-clues xyxy=(785,1058,1100,1280)
crossword-cell-number: 22 xyxy=(70,1324,83,1335)
loan-body xyxy=(963,556,1499,879)
crossword-clue: 2. ಸ್ವಯಂ ಕೊಡುವ ಈ ಉಡುಪು ಕೊನೆಯಲ್ಲಿ ದೀರ್ಘವಾಗಿದೆ...(3) xyxy=(785,1059,1008,1072)
crossword-cell xyxy=(410,1112,459,1153)
train-dateline: ಮೈಸೂರು: xyxy=(1127,1094,1165,1107)
crossword-cell-number: 20 xyxy=(266,1282,279,1294)
crossword-cell xyxy=(262,1238,311,1279)
crossword-clue: 10. ಸಂಶಯಾಸ್ಪದ ವ್ಯಕ್ತಿಯನ್ನು ಹೀಗೆ ಕರೆಯುವ...(3) xyxy=(473,1123,652,1135)
crossword-cell-number: 8 xyxy=(266,1114,273,1126)
crossword-cell xyxy=(311,1112,360,1153)
crossword-cell xyxy=(262,1279,311,1321)
masthead xyxy=(0,0,1512,27)
crossword-cell xyxy=(214,1112,262,1153)
crossword-cell xyxy=(66,1154,115,1196)
crossword-cell xyxy=(17,1279,66,1321)
masthead-day: ಶನಿವಾರ xyxy=(1373,2,1398,13)
crossword-cell xyxy=(17,1070,66,1112)
crossword-cell-number: 4 xyxy=(168,1072,175,1083)
lead-photo xyxy=(249,217,682,443)
crossword-cell xyxy=(311,1322,360,1364)
crossword-clue: 1. ತೀರುವೇಕಾದ ವಿಷಯವಿದೆಯ, ಈ ಹಾಳೆಯಲ್ಲಿ ಕೈ ಇದೆ.....(4) xyxy=(473,1059,692,1072)
crossword-cell xyxy=(410,1279,459,1321)
crossword-cell xyxy=(115,1279,164,1321)
train-text: ಮುಂಬರುವ ಯುಗಾದಿ ಮತ್ತು ರಂಜಾನ್ ಹಬ್ಬಗಳ ಸಂದರ್ಭದಲ್ಲಿ ಪ್ರಯಾಣಿಕರ ಹೆಚ್ಚುವರಿ ದಟ್ಟಣೆಯನ್ನು ನಿರ್ವಹಿಸುವ ಸಲುವಾಗಿ ಮೈಸೂರು ಮತ್ತು ಕಾರವಾರ ನಡುವೆ ಒಂದು ಟ್ರಿಪ್ ವಿಶೇಷ ಎಕ್ಸ್ ಪ್ರೆಸ್ ರೈಲು ಸಂಚಾರ ಮಾಡಲು ನೈಋತ್ಯ ರೈಲ್ವೆ ನಿರ್ಧರಿಸಿದೆ. ರೈಲು ಸಂಖ್ಯೆ 06203 ಮೈಸೂರು–ಕಾರವಾರ ವಿಶೇಷ ಎಕ್ಸ್ ಪ್ರೆಸ್ ರೈಲು ಮಾ.28ರಂದು ರಾತ್ರಿ 9.35ಕ್ಕೆ ಮೈಸೂರಿನಿಂದ ಹೊರಟು, ಮರುದಿನ ಸಂಜೆ 4.15ಕ್ಕೆ ಕಾರವಾರ ತಲುಪಲಿದೆ. ಅದೇ ರೀತಿ ರೈಲು (06204) ಮಾ.29ರಂದು ರಾತ್ರಿ 11.30ಕ್ಕೆ ಕಾರವಾರದಿಂದ ಹೊರಟು, ಮರುದಿನ ಸಂಜೆ 4.40ಕ್ಕೆ ಮೈಸೂರು ತಲುಪಲಿದೆ. ಈ ರೈಲು ಎರಡೂ ಮಾರ್ಗಗಳಲ್ಲಿ ಮಂಡ್ಯ, ಕೆಎಸ್‌ಆರ್ ಬೆಂಗಳೂರು, ಯಶವಂತಪುರ, ಕುಣಿಗಲ್, ಹಾಸನ, ಸಕಲೇಶಪುರ, ಸುಬ್ರಹ್ಮಣ್ಯ ರೋಡ್, ಕಬಕಪುತ್ತೂರು, ಬಂಟ್ವಾಳ, ಸುರತ್ಕಲ್, ಉಡುಪಿ, ಕುಂದಾಪುರ, ಮೂಕಾಂಬಿಕಾ ರೋಡ್ ಬೈಂದೂರು, ಭಟ್ಕಳ, ಮುರುಡೇಶ್ವರ, ಹೊನ್ನಾವರ, ಕುಮಟಾ, ಗೋಕರ್ಣ ರೋಡ್ ಮತ್ತು ಅಂಕೋಲಾ ನಿಲ್ದಾಣಗಳಲ್ಲಿ ನಿಲುಗಡೆಗೊಳ್ಳಲಿದೆ. ಈ ರೈಲು 1 ಎಸಿ 2 ಟೈರ್ ಕಮ್ ಎಸಿ 3 ಟೈರ್, 3 ಎಸಿ 3 ಟೈರ್, 13 ಸ್ಲೀಪರ್ ಕ್ಲಾಸ್, 2 ಜನರಲ್ ಸೆಕೆಂಡ್ ಕ್ಲಾಸ್ ಮತ್ತು 2 ಎಸ್‌ಎಲ್‌ಆರ್ / ಡಿ ಬೋಗಿಗಳು ಸೇರಿದಂತೆ 21 ಬೋಗಿಗಳನ್ನು ಒಳಗೊಂಡಿರುತ್ತದೆ. xyxy=(1127,1094,1497,1277)
crossword-cell-number: 15 xyxy=(315,1198,328,1209)
crossword-clue: 3. ತೆರಿಗೆ ಬಂದ ಸ್ನೇಹಿತನ......(2) xyxy=(785,1075,902,1087)
crossword-cell-number: 11 xyxy=(70,1156,83,1168)
crossword-cell xyxy=(214,1238,262,1279)
crossword-author-photo xyxy=(1024,1355,1097,1423)
crossword-cell-number: 24 xyxy=(168,1365,180,1377)
crossword-cell-number: 9 xyxy=(364,1114,371,1126)
lead-photo-caption: ಸಸಿ ನೆಡುವ ಕಾರ್ಯಕ್ರಮ xyxy=(256,425,331,437)
crossword-clue: 24. ಎಡದಿಂದ ಸುರಿವ ಮಳೆಗೆ ಹೀಗೊಂದು ಹೆಸರು?.....(4) xyxy=(473,1265,674,1278)
crossword-cell-number: 16 xyxy=(70,1240,83,1251)
column-right-b: ಬಾಲ ಇಟ್ಟಂತೆ ಒಂದು ದೊಡ್ಡ ಹೆಜಮಾನ್ ಬ್ಯಾರೆ. ನಾನು ಮಾಯ್ದ ಬಂದವ್ನೇ, ಗೆಲ್ಲಿದ್ದಿ ಕಂಡ್ರೋ? ಅಂದೆ. ಮಾರಾಯ ನಿನ್ ಗೊರದಾರು ಬೈದ್ಕೆ? ಟ್ರಂಪ್ ಪ್ರೆಸಿಡೆಂಟ್ ಆಗಿರೋದು ಎಲ್ಲಾ ಕೈ ನೋಡಿ ಸಾಗಿದೆ. ಇದು ಎಂಥಾ ಕತೆ ಅಂತ ಗೊತ್ತಾ? ಹೂ ನೋಡಿ, ಬಿಳಿಮನೆ ಅಂದ್ರೆ ಅಮೇರಿಕದ ಅಧ್ಯಕ್ಷರ ಮನೆ. ಅಲ್ಲಿ ದಿನಾ ಸಾವಿರಾರು ಜನ ಬರ್ತಾರೆ, ಹೋಗ್ತಾರೆ. ನಮ್ಮೂರಿನ ಮಾರುಕಟ್ಟೆ ತರ ಗಿಜಿಗಿಜಿ. ಆದ್ರೂ ಒಳಗೆ ಹೋಗೋಕೆ ಸಾವಿರ ಸಾವಿರ ಚೆಕ್‌ಪೋಸ್ಟ್, ನಮ್ ಊರಿನ ಪಂಚಾಯ್ತಿ ಆಫೀಸಿಗೆ ಹೋದ ಹಾಗಲ್ಲ. ನಿಂಗೆ ಏನಾದ್ರೂ ಕೆಲಸ ಇದ್ರೆ ಹೇಳು, ನಾನು ಮಾತಾಡ್ತೀನಿ ಅಂದ ಟ್ರಂಪಣ್ಣಯ್ಯ. ಅಲ್ಲಿ ನಮ್ಮೂರಿನ ರಾಜಕೀಯದ ಕತೆಗಳನ್ನ ಹೇಳಿದೆ, ಅವ್ರು ನಕ್ಕು ನಕ್ಕು ಸುಸ್ತಾದ್ರು. ನೀವೂ ಒಂದ್ಸಲ ಹೋಗ್ ಬನ್ನಿ, ಆದ್ರೆ ಮೊದ್ಲು ವೀಸಾ ಮಾಡಿಸ್ಕೊಳ್ಳಿ. xyxy=(923,1889,1207,2025)
crossword-clue: 15. ಅರ್ಥವಾಗದಂತಹ ಕಾಗದ ಗೆಲ್ಲುವಿಕೆಯನ್ನು ಹೀಗೆ ಹೇಳಿ.....(3) xyxy=(785,1202,1009,1215)
trump-photo xyxy=(923,1467,1495,1877)
column-title-banner xyxy=(315,1470,898,1565)
lead-body-right: ಮಾಡುವುದರ ಬಗ್ಗೆ ಸಮಿತಿಯ ಸದಸ್ಯರುಗಳಿಗೆ ಮಾಹಿತಿಯನ್ನು ಹಂಚಿಕೊಂಡರು. ಗ್ರಾಮ ಪಂಚಾಯಿತಿ ಅಭಿವೃದ್ಧಿ ಸಮುದಾಯದ ಆಸ್ತಿಗಳನ್ನು ಅಭಿವೃದ್ಧಿ ಪಡಿಸಿ ರಕ್ಷಣೆ ಮಾಡಬೇಕಾಗಿದೆ. ಮುಖ್ಯವಾಗಿ ಗ್ರಾಮದವರು ಮತ್ತು ಪಂಚಾಯಿತಿಯ ಭಾಗವಹಿಸಿ ಸಹಕಾರ ನೀಡಿದರೆ ಅಭಿವೃದ್ಧಿ ಸಾಧ್ಯ ಎಂದರು. ಗ್ರಾಮದ ಪ್ರತಿ ವಾರ್ಡ್ ಮತ್ತು ಗ್ರಾಮಸಭೆಗಳಲ್ಲಿ ಕ್ರಿಯಾಯೋಜನೆ ಸೇರಿಸಿ ಅನುಷ್ಠಾನ ಮಾಡಬೇಕು. ಶಿವಾರ ಗ್ರಾಮ ಪಂಚಾಯಿತಿ ಪಿಡಿಒ ಕಾರ್ಯಕ್ರಮದ ಬಗ್ಗೆ ಅನಿಸಿಕೆ ಮಾತನಾಡಿದರು. ಹಾಗೂ ಜೆಒಎನ್‌ಎಸ್ ಸಮಿತಿ ಸದಸ್ಯರು ಮಾತನಾಡಿ ಸಮುದಾಯದ ಆಸ್ತಿಗಳನ್ನು ಗ್ರಾಮಸ್ಥರೇ ಗುರುತಿಸಿ ಅಭಿವೃದ್ಧಿ ಮತ್ತು ನಿರ್ವಹಣೆ ಮಾಡುವ ಬಗ್ಗೆ ಚರ್ಚಿಸಿ ಮುಂದಿನ ಹೆಜ್ಜೆ ಪಿಡಿಒ ಹಾಗೂ ಮಾಹಿತಿಕೊಂಡು ಉತ್ತಮ ಪರಿಸರ ನಿರ್ಮಾಣ ಮಾಡುವುದರಿಂದ ಮುಂದಿನ ಪೀಳಿಗೆಗೆ ಅನುಕೂಲವಾಗುತ್ತದೆ ಎಂದು ತಿಳಿಸಿದರು. xyxy=(693,218,934,401)
crossword-clue: 17. ಯಾವುದೇ ವಸ್ತುವಿನ ಮಾದರಿಯನ್ನು ಹೀಗೆ ಹೇಳುವುದುಂಟು......(3) xyxy=(785,1218,1027,1231)
crossword-cell xyxy=(17,1364,66,1406)
crossword-cell-number: 3 xyxy=(119,1072,126,1083)
crossword-cell xyxy=(262,1364,311,1406)
white-house-photo xyxy=(16,2111,607,2414)
crossword-cell xyxy=(214,1196,262,1238)
rule xyxy=(960,886,1502,887)
crossword-cell xyxy=(361,1154,410,1196)
crossword-cell xyxy=(214,1070,262,1112)
column-divider xyxy=(949,39,950,1008)
column-right-c: ಬಾಲ ಇಟ್ಟಂತೆ ಒಂದು ದೊಡ್ಡ ಹೆಜಮಾನ್ ಬ್ಯಾರೆ. ನಾನು ಮಾಯ್ದ ಬಂದವ್ನೇ, ಗೆಲ್ಲಿದ್ದಿ ಕಂಡ್ರೋ? ಅಂದೆ. ಮಾರಾಯ ನಿನ್ ಗೊರದಾರು ಬೈದ್ಕೆ? ಟ್ರಂಪ್ ಪ್ರೆಸಿಡೆಂಟ್ ಆಗಿರೋದು ಎಲ್ಲಾ ಕೈ ನೋಡಿ ಸಾಗಿದೆ. ಇದು ಎಂಥಾ ಕತೆ ಅಂತ ಗೊತ್ತಾ? ಹೂ ನೋಡಿ, ಬಿಳಿಮನೆ ಅಂದ್ರೆ ಅಮೇರಿಕದ ಅಧ್ಯಕ್ಷರ ಮನೆ. ಅಲ್ಲಿ ದಿನಾ ಸಾವಿರಾರು ಜನ ಬರ್ತಾರೆ, ಹೋಗ್ತಾರೆ. ನಮ್ಮೂರಿನ ಮಾರುಕಟ್ಟೆ ತರ ಗಿಜಿಗಿಜಿ. ಆದ್ರೂ ಒಳಗೆ ಹೋಗೋಕೆ ಸಾವಿರ ಸಾವಿರ ಚೆಕ್‌ಪೋಸ್ಟ್, ನಮ್ ಊರಿನ ಪಂಚಾಯ್ತಿ ಆಫೀಸಿಗೆ ಹೋದ ಹಾಗಲ್ಲ. ನಿಂಗೆ ಏನಾದ್ರೂ ಕೆಲಸ ಇದ್ರೆ ಹೇಳು, ನಾನು ಮಾತಾಡ್ತೀನಿ ಅಂದ ಟ್ರಂಪಣ್ಣಯ್ಯ. ಅಲ್ಲಿ ನಮ್ಮೂರಿನ ರಾಜಕೀಯದ ಕತೆಗಳನ್ನ ಹೇಳಿದೆ, ಅವ್ರು ನಕ್ಕು ನಕ್ಕು ಸುಸ್ತಾದ್ರು. ನೀವೂ ಒಂದ್ಸಲ ಹೋಗ್ ಬನ್ನಿ, ಆದ್ರೆ ಮೊದ್ಲು ವೀಸಾ ಮಾಡಿಸ್ಕೊಳ್ಳಿ. xyxy=(1220,1889,1495,2025)
crossword-clue: 7. ಗೋಡೆಗಳಲ್ಲಿ ಹೀಗೂ ಹೇಳುವುದುಂಟು......(3) xyxy=(785,1123,954,1135)
crossword-cell xyxy=(311,1238,360,1279)
crossword-cell-number: 13 xyxy=(119,1198,132,1209)
crossword-cell-number: 7 xyxy=(217,1114,224,1126)
sabhe-headline: 26 ರಂದುನಗರ ಸಭೆಯ ಸಾಮಾನ್ಯ ಸಭೆ xyxy=(963,893,1366,930)
crossword-cell xyxy=(361,1238,410,1279)
lead-body-1: ಗ್ರಾಮದಲ್ಲಿರುವ ಪರಿಸರ, ಜನವಸ್ತಿಯಿದ್ದ, ಜಲಸಂಪನ್ಮೂಲಗಳ ಅಭಿವೃದ್ಧಿ, ಪ್ಲಾಸ್ಟಿಕ್ ನಿಯಂತ್ರಣ, ವಿಕೇಂದ್ರಿತ ನಿರ್ವಹಣೆ, ನೈಸರ್ಗಿಕ ಸಂಪನ್ಮೂಲಗಳ ಅಭಿವೃದ್ಧಿ ಮತ್ತು ನಿರ್ವಹಣೆ ಸಂಬಂಧಿಸಿದಂತೆ ಗ್ರಾಮೀಣಾಭಿವೃದ್ಧಿ ಮತ್ತು ಪಂಚಾಯತ್‌ರಾಜ್ ಇಲಾಖೆ, ವಿಕಾಸ ಗ್ರಾಮೀಣ ಮತ್ತು ನಗರಾಭಿವೃದ್ಧಿ ಹಾಗೂ ಎಸ್ ಐ ಎಸ್ ಸಂಸ್ಥೆ ಸಹಯೋಗದೊಂದಿಗೆ ತಾಲ್ಲೂಕು ಮಟ್ಟದಲ್ಲಿ ಗ್ರಾಮ ಪರಿಸರ ಅಭಿವೃದ್ಧಿ ಮತ್ತು ನಿರ್ವಹಣೆಯ ಬಗ್ಗೆ ಸಮುದಾಯ ಸಂವಹನ ಕಾರ್ಯಕ್ರಮವನ್ನು ಮಂಡ್ಯ ತಾಲ್ಲೂಕು ಪಂಚಾಯತ್ ಸಾಮರ್ಥ್ಯ ಸೌಧ ಸಭಾಂಗಣದಲ್ಲಿ ಹಮ್ಮಿಕೊಳ್ಳಲಾಗಿತ್ತು. ಕಾರ್ಯನಿರ್ವಾಹಕ ಅಧಿಕಾರಿ ತಾಲ್ಲೂಕು ಪಂಚಾಯತ್ ಮಂಡ್ಯ ಶ್ರೀಮತಿ ಲೀಲಾ ಎಂ ಎಸ್‌ರವರು ಕಾರ್ಯಕ್ರಮವನ್ನು ಉದ್ಘಾಟಿಸಿ ಮಾತನಾಡಿ ಗ್ರಾಮದ ಉತ್ತಮ ಪರಿಸರವನ್ನು ಉಳಿಸಿ ಕೊಳ್ಳಬೇಕಾದರೆ ಸಮುದಾಯದ ಸಹಕಾರ ಅತ್ಯವಶ್ಯಕ ಎಂದರು. ಗ್ರಾಮದಲ್ಲಿರುವ ನೀರಿನ ಮೂಲಗಳು, ಕೆರೆ, ಕಟ್ಟೆ, ಗೋಮಾಳ, ಸ್ಮಶಾನ, ಗುಂಡುತೋಪುಗಳನ್ನು ಅಭಿವೃದ್ಧಿ ಪಡಿಸಿ ಕೊಳ್ಳಬೇಕಿದೆ. ಇವುಗಳ xyxy=(17,226,241,455)
